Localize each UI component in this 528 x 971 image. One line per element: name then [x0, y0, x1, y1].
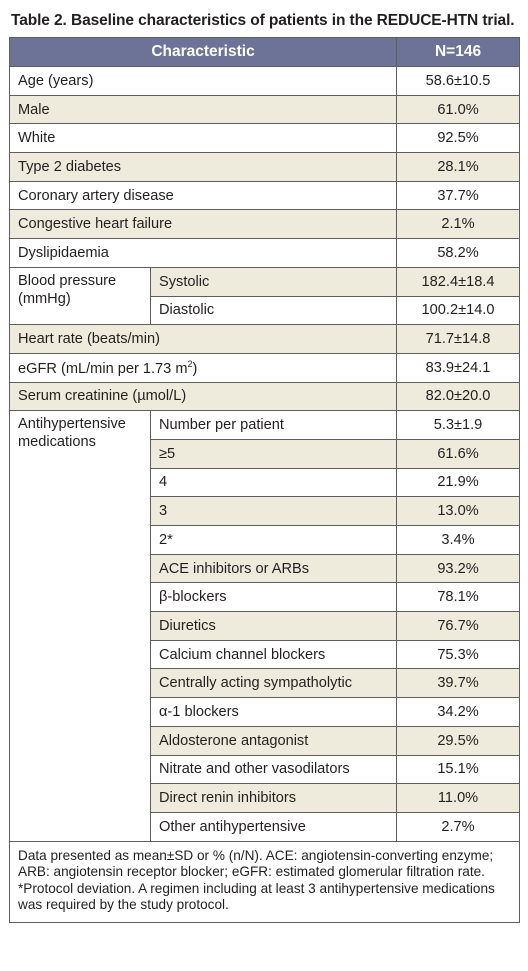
row-value: 58.6±10.5	[397, 67, 520, 96]
table-row	[10, 210, 520, 239]
table-row	[10, 325, 520, 354]
table-row	[10, 267, 520, 296]
table-row	[10, 382, 520, 411]
row-sublabel: ACE inhibitors or ARBs	[151, 554, 397, 583]
row-label: Type 2 diabetes	[10, 153, 397, 182]
row-sublabel: Diastolic	[151, 296, 397, 325]
row-sublabel: β-blockers	[151, 583, 397, 612]
row-value: 5.3±1.9	[397, 411, 520, 440]
row-value: 61.6%	[397, 439, 520, 468]
table-row	[10, 411, 520, 440]
row-value: 82.0±20.0	[397, 382, 520, 411]
table-row	[10, 153, 520, 182]
group-label: Blood pressure (mmHg)	[10, 267, 151, 324]
group-label: Antihypertensive medications	[10, 411, 151, 841]
table-footnote: Data presented as mean±SD or % (n/N). ACE: angiotensin-converting enzyme; ARB: angiotensin receptor blocker; eGFR: estimated glomerular filtration rate. *Protocol deviation. A regimen including at least 3 antihypertensive medications was required by the study protocol.	[10, 841, 520, 922]
row-value: 78.1%	[397, 583, 520, 612]
row-value: 2.7%	[397, 812, 520, 841]
row-value: 34.2%	[397, 698, 520, 727]
row-sublabel: Systolic	[151, 267, 397, 296]
row-value: 71.7±14.8	[397, 325, 520, 354]
row-label: Serum creatinine (µmol/L)	[10, 382, 397, 411]
header-characteristic: Characteristic	[10, 38, 397, 67]
row-value: 182.4±18.4	[397, 267, 520, 296]
row-value: 3.4%	[397, 526, 520, 555]
row-sublabel: 2*	[151, 526, 397, 555]
row-sublabel: Direct renin inhibitors	[151, 784, 397, 813]
row-sublabel: Calcium channel blockers	[151, 640, 397, 669]
row-value: 28.1%	[397, 153, 520, 182]
header-n: N=146	[397, 38, 520, 67]
table-row	[10, 95, 520, 124]
row-sublabel: α-1 blockers	[151, 698, 397, 727]
row-label: Heart rate (beats/min)	[10, 325, 397, 354]
row-value: 11.0%	[397, 784, 520, 813]
table-caption: Table 2. Baseline characteristics of patients in the REDUCE-HTN trial.	[11, 12, 515, 29]
table-row	[10, 67, 520, 96]
row-value: 58.2%	[397, 239, 520, 268]
footnote-row	[10, 841, 520, 922]
table-row	[10, 124, 520, 153]
row-label: White	[10, 124, 397, 153]
row-value: 92.5%	[397, 124, 520, 153]
row-value: 100.2±14.0	[397, 296, 520, 325]
table-row	[10, 353, 520, 382]
row-value: 75.3%	[397, 640, 520, 669]
header-row	[10, 38, 520, 67]
row-value: 29.5%	[397, 726, 520, 755]
row-value: 37.7%	[397, 181, 520, 210]
row-sublabel: Aldosterone antagonist	[151, 726, 397, 755]
row-sublabel: 4	[151, 468, 397, 497]
row-label: Coronary artery disease	[10, 181, 397, 210]
table-row	[10, 239, 520, 268]
table-row	[10, 181, 520, 210]
row-sublabel: Nitrate and other vasodilators	[151, 755, 397, 784]
row-value: 15.1%	[397, 755, 520, 784]
row-sublabel: Centrally acting sympatholytic	[151, 669, 397, 698]
row-label: Male	[10, 95, 397, 124]
row-value: 39.7%	[397, 669, 520, 698]
row-label: Congestive heart failure	[10, 210, 397, 239]
row-sublabel: 3	[151, 497, 397, 526]
row-value: 76.7%	[397, 612, 520, 641]
row-label: eGFR (mL/min per 1.73 $m^2$)	[10, 353, 397, 382]
row-sublabel: Number per patient	[151, 411, 397, 440]
row-value: 21.9%	[397, 468, 520, 497]
row-sublabel: ≥5	[151, 439, 397, 468]
row-value: 2.1%	[397, 210, 520, 239]
row-value: 83.9±24.1	[397, 353, 520, 382]
table-container	[9, 10, 519, 923]
row-value: 93.2%	[397, 554, 520, 583]
row-label: Dyslipidaemia	[10, 239, 397, 268]
row-sublabel: Diuretics	[151, 612, 397, 641]
row-sublabel: Other antihypertensive	[151, 812, 397, 841]
row-value: 13.0%	[397, 497, 520, 526]
table-body	[10, 67, 520, 923]
row-label: Age (years)	[10, 67, 397, 96]
baseline-table	[9, 37, 520, 923]
row-value: 61.0%	[397, 95, 520, 124]
